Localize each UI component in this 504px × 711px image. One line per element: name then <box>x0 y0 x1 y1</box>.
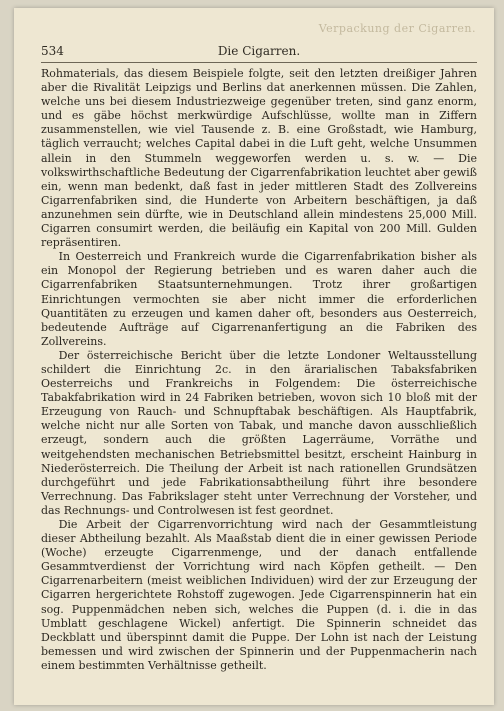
running-head: Die Cigarren. <box>217 44 301 58</box>
book-page <box>14 8 494 705</box>
bleed-through-text: Verpackung der Cigarren. <box>318 22 476 35</box>
paragraph-4: Die Arbeit der Cigarrenvorrichtung wird nach der Gesammtleistung dieser Abtheilung bezahlt. Als Maaßstab dient die in einer gewissen Periode (Woche) erzeugte Cigarrenmenge, und der danach entfallende Gesammtverdienst der Vorrichtung wird nach Köpfen getheilt. — Den Cigarrenarbeitern (meist weiblichen Individuen) wird der zur Erzeugung der Cigarren hergerichtete Rohstoff zugewogen. Jede Cigarrenspinnerin hat ein sog. Puppenmädchen neben sich, welches die Puppen (d. i. die in das Umblatt geschlagene Wickel) anfertigt. Die Spinnerin schneidet das Deckblatt und überspinnt damit die Puppe. Der Lohn ist nach der Leistung bemessen und wird zwischen der Spinnerin und der Puppenmacherin nach einem bestimmten Verhältnisse getheilt. <box>41 518 477 672</box>
paragraph-2: In Oesterreich und Frankreich wurde die Cigarrenfabrikation bisher als ein Monopol der Regierung betrieben und es waren daher auch die Cigarrenfabriken Staatsunternehmungen. Trotz ihrer großartigen Einrichtungen vermochten sie aber nicht immer die erforderlichen Quantitäten zu erzeugen und kamen daher oft, besonders aus Oesterreich, bedeutende Aufträge auf Cigarrenanfertigung an die Fabriken des Zollvereins. <box>41 250 477 348</box>
page-header <box>41 44 477 60</box>
paragraph-1: Rohmaterials, das diesem Beispiele folgte, seit den letzten dreißiger Jahren aber die Rivalität Leipzigs und Berlins dat anerkennen müssen. Die Zahlen, welche uns bei diesem Industriezweige gegenüber treten, sind ganz enorm, und es gäbe höchst merkwürdige Aufschlüsse, wollte man in Ziffern zusammenstellen, wie viel Tausende z. B. eine Großstadt, wie Hamburg, täglich verraucht; welches Capital dabei in die Luft geht, welche Unsummen allein in den Stummeln weggeworfen werden u. s. w. — Die volkswirthschaftliche Bedeutung der Cigarrenfabrikation leuchtet aber gewiß ein, wenn man bedenkt, daß fast in jeder mittleren Stadt des Zollvereins Cigarrenfabriken sind, die Hunderte von Arbeitern beschäftigen, ja daß anzunehmen sein dürfte, wie in Deutschland allein mindestens 25,000 Mill. Cigarren consumirt werden, die beiläufig ein Kapital von 200 Mill. Gulden repräsentiren. <box>41 67 477 250</box>
body-text <box>41 67 477 673</box>
paragraph-3: Der österreichische Bericht über die letzte Londoner Weltausstellung schildert die Einrichtung 2c. in den ärarialischen Tabaksfabriken Oesterreichs und Frankreichs in Folgendem: Die österreichische Tabakfabrikation wird in 24 Fabriken betrieben, wovon sich 10 bloß mit der Erzeugung von Rauch- und Schnupftabak beschäftigen. Als Hauptfabrik, welche nicht nur alle Sorten von Tabak, und manche davon ausschließlich erzeugt, sondern auch die größten Lagerräume, Vorräthe und weitgehendsten mechanischen Betriebsmittel besitzt, erscheint Hainburg in Niederösterreich. Die Theilung der Arbeit ist nach rationellen Grundsätzen durchgeführt und jede Fabrikationsabtheilung führt ihre besondere Verrechnung. Das Fabrikslager steht unter Verrechnung der Vorsteher, und das Rechnungs- und Controlwesen ist fest geordnet. <box>41 348 477 517</box>
page-number: 534 <box>41 44 64 58</box>
header-rule <box>41 62 477 63</box>
